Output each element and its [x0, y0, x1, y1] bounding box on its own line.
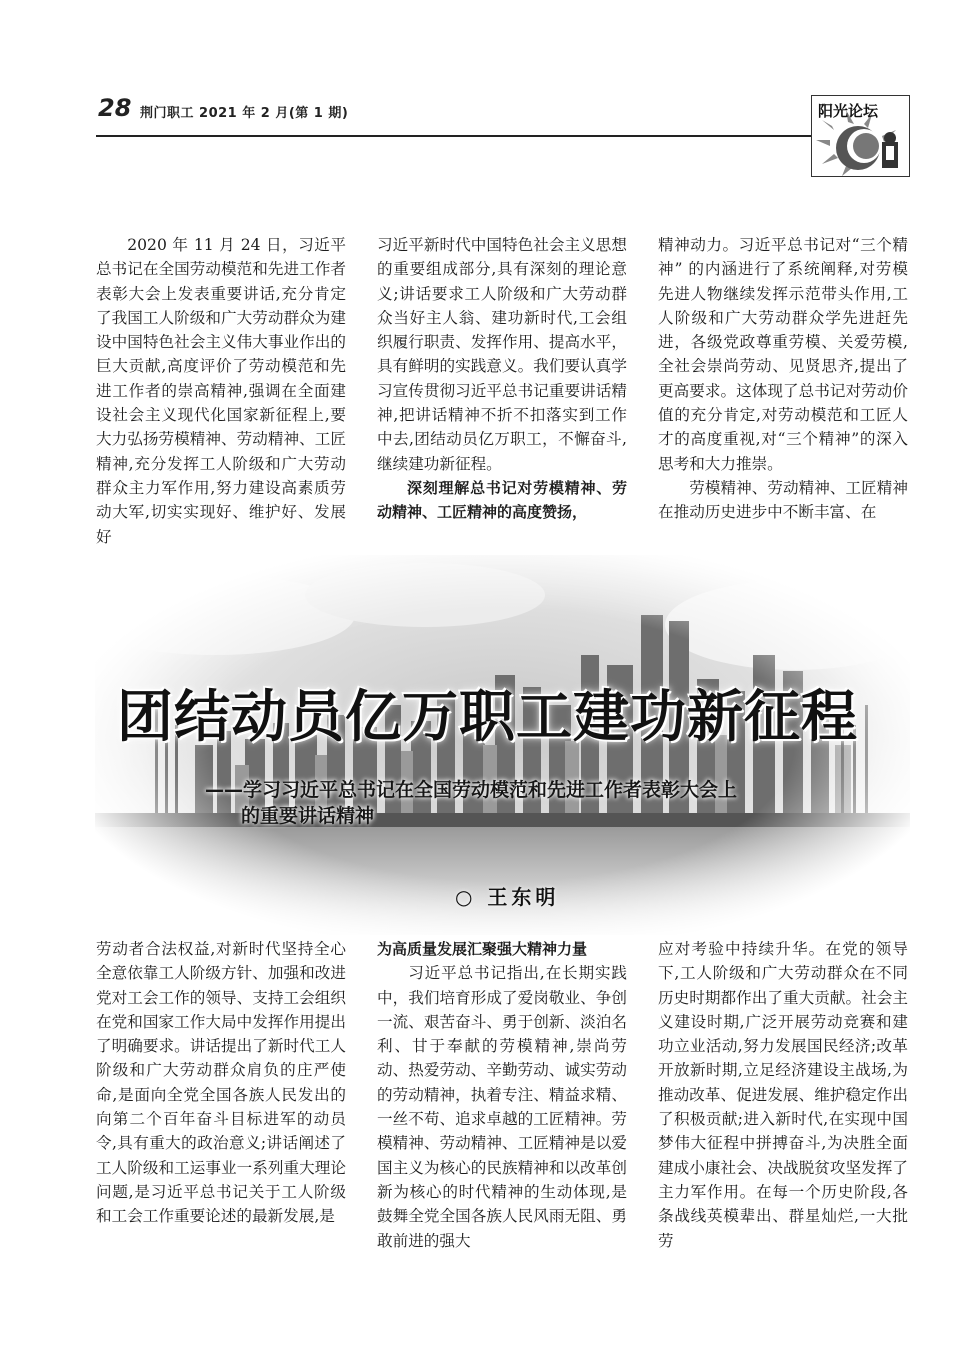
column-logo: [811, 95, 910, 177]
magazine-issue: 荆门职工 2021 年 2 月(第 1 期): [140, 106, 349, 121]
subtitle-line-1: ——学习习近平总书记在全国劳动模范和先进工作者表彰大会上: [205, 779, 738, 801]
paragraph: 应对考验中持续升华。在党的领导下,工人阶级和广大劳动群众在不同历史时期都作出了重大贡献。社会主义建设时期,广泛开展劳动竞赛和建功立业活动,努力发展国民经济;改革开放新时期,立足经济建设主战场,为推动改革、促进发展、维护稳定作出了积极贡献;进入新时代,在实现中国梦伟大征程中拼搏奋斗,为决胜全面建成小康社会、决战脱贫攻坚发挥了主力军作用。在每一个历史阶段,各条战线英模辈出、群星灿烂,一大批劳: [658, 940, 908, 1250]
paragraph: 劳动者合法权益,对新时代坚持全心全意依靠工人阶级方针、加强和改进党对工会工作的领导、支持工会组织在党和国家工作大局中发挥作用提出了明确要求。讲话提出了新时代工人阶级和广大劳动群众肩负的庄严使命,是面向全党全国各族人民发出的向第二个百年奋斗目标进军的动员令,具有重大的政治意义;讲话阐述了工人阶级和工运事业一系列重大理论问题,是习近平总书记关于工人阶级和工会工作重要论述的最新发展,是: [96, 940, 346, 1226]
bottom-column-1: [96, 937, 346, 1229]
column-name: 阳光论坛: [818, 102, 879, 120]
title-banner: [95, 555, 910, 935]
header-rule: [96, 135, 811, 137]
paragraph: 精神动力。习近平总书记对“三个精神” 的内涵进行了系统阐释,对劳模先进人物继续发挥示范带头作用,工人阶级和广大劳动群众学先进赶先进，各级党政尊重劳模、关爱劳模,全社会崇尚劳动、见贤思齐,提出了更高要求。这体现了总书记对劳动价值的充分肯定,对劳动模范和工匠人才的高度重视,对“三个精神”的深入思考和大力推崇。: [658, 236, 908, 473]
paragraph: 习近平总书记指出,在长期实践中，我们培育形成了爱岗敬业、争创一流、艰苦奋斗、勇于创新、淡泊名利、甘于奉献的劳模精神,崇尚劳动、热爱劳动、辛勤劳动、诚实劳动的劳动精神，执着专注、精益求精、一丝不苟、追求卓越的工匠精神。劳模精神、劳动精神、工匠精神是以爱国主义为核心的民族精神和以改革创新为核心的时代精神的生动体现,是鼓舞全党全国各族人民风雨无阻、勇敢前进的强大: [377, 964, 627, 1250]
page-number: 28: [98, 94, 132, 122]
paragraph: 劳模精神、劳动精神、工匠精神在推动历史进步中不断丰富、在: [658, 478, 908, 522]
paragraph: 习近平新时代中国特色社会主义思想的重要组成部分,具有深刻的理论意义;讲话要求工人阶级和广大劳动群众当好主人翁、建功新时代,工会组织履行职责、发挥作用、提高水平，具有鲜明的实践意义。我们要认真学习宣传贯彻习近平总书记重要讲话精神,把讲话精神不折不扣落实到工作中去,团结动员亿万职工，不懈奋斗,继续建功新征程。: [377, 236, 627, 473]
top-column-3: [658, 233, 908, 525]
top-column-2: [377, 233, 627, 525]
subtitle-line-2: 的重要讲话精神: [241, 805, 375, 827]
article-author: ○ 王东明: [455, 885, 560, 909]
bottom-column-3: [658, 937, 908, 1253]
article-subtitle: [205, 777, 845, 829]
page-header: [0, 0, 960, 200]
section-heading: 为高质量发展汇聚强大精神力量: [377, 940, 588, 958]
article-title: 团结动员亿万职工建功新征程: [117, 685, 858, 750]
paragraph: 2020 年 11 月 24 日，习近平总书记在全国劳动模范和先进工作者表彰大会上发表重要讲话,充分肯定了我国工人阶级和广大劳动群众为建设中国特色社会主义伟大事业作出的巨大贡献,高度评价了劳动模范和先进工作者的崇高精神,强调在全面建设社会主义现代化国家新征程上,要大力弘扬劳模精神、劳动精神、工匠精神,充分发挥工人阶级和广大劳动群众主力军作用,努力建设高素质劳动大军,切实实现好、维护好、发展好: [96, 236, 346, 546]
top-column-1: [96, 233, 346, 549]
bottom-column-2: [377, 937, 627, 1253]
section-heading: 深刻理解总书记对劳模精神、劳动精神、工匠精神的高度赞扬，: [377, 478, 627, 522]
